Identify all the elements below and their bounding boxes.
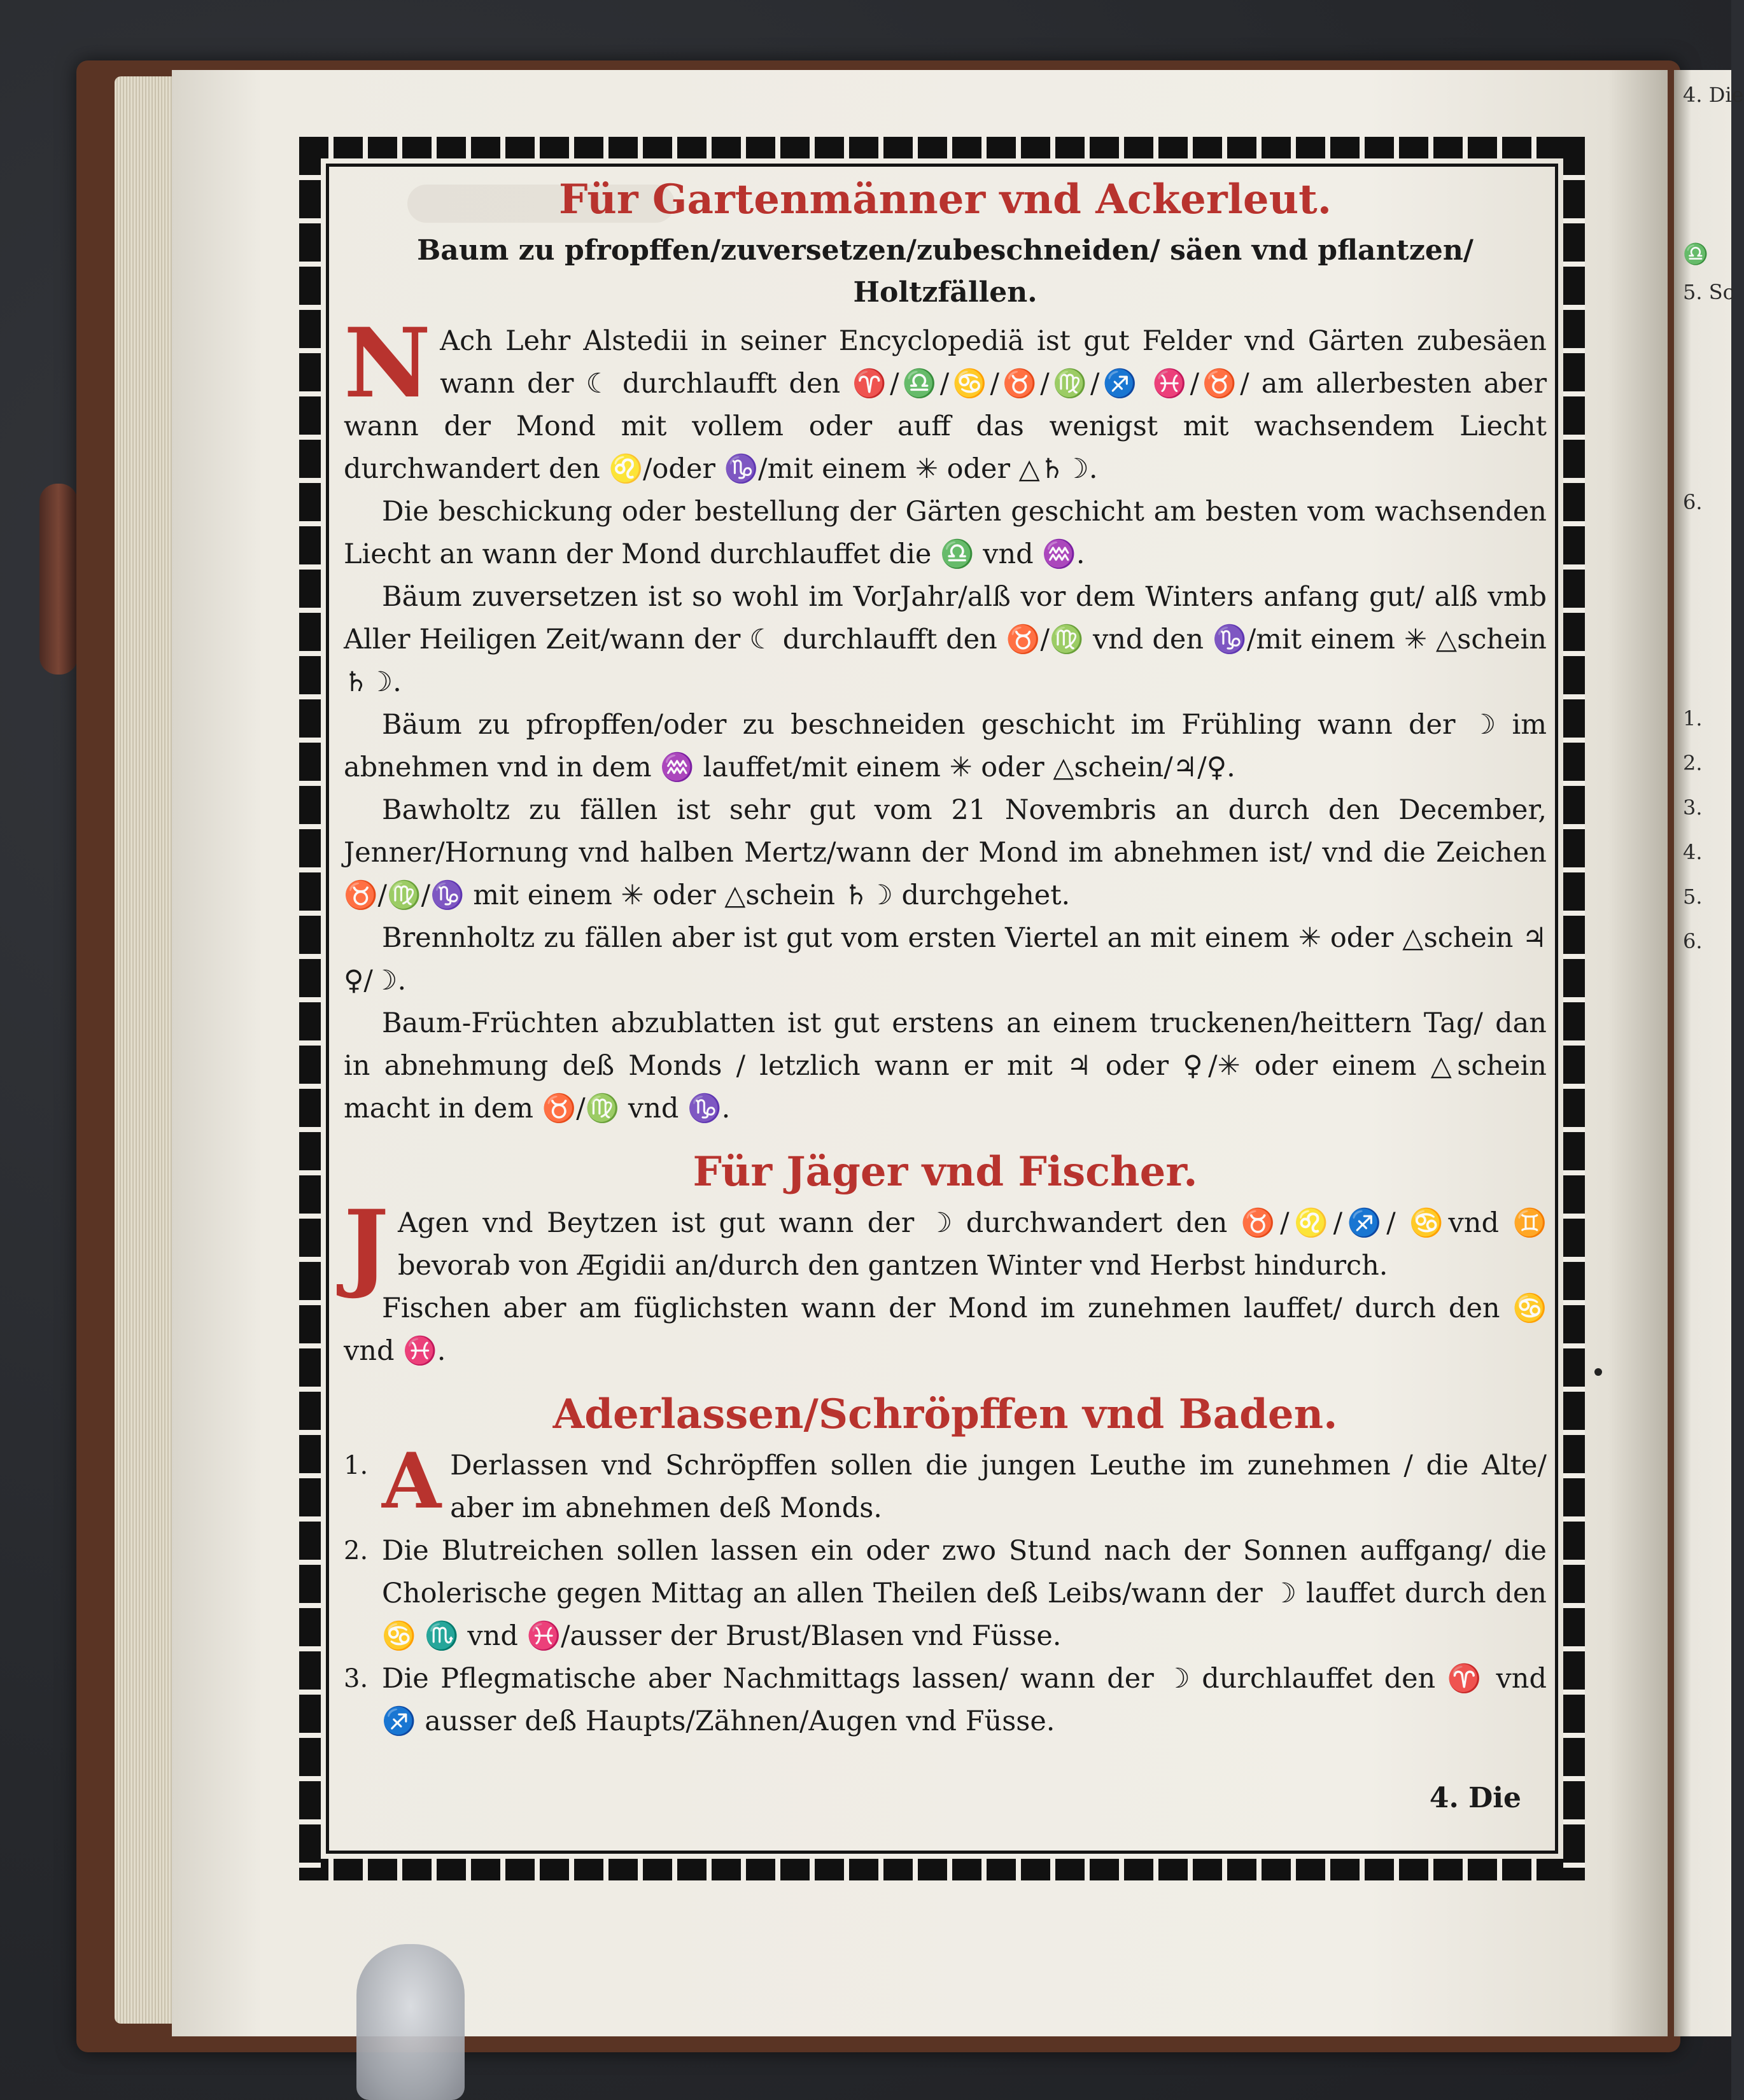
paragraph: Bawholtz zu fällen ist sehr gut vom 21 Novembris an durch den December, Jenner/Hornung vnd halben Mertz/wann der Mond im abnehmen ist/ vnd die Zeichen ♉/♍/♑ mit einem ✳ oder △schein ♄☽ durchgehet. [344, 794, 1547, 911]
paragraph-text: Agen vnd Beytzen ist gut wann der ☽ durchwandert den ♉/♌/♐/ ♋vnd ♊ bevorab von Ægidii an/durch den gantzen Winter vnd Herbst hindurch. [397, 1207, 1547, 1282]
dropcap-n: N [344, 307, 432, 419]
item-number: 2. [344, 1536, 369, 1565]
paragraph [344, 1189, 1547, 1301]
section-title-hunters: Für Jäger vnd Fischer. [693, 1148, 1198, 1196]
item-text: Die Blutreichen sollen lassen ein oder zwo Stund nach der Sonnen auffgang/ die Cholerische gegen Mittag an allen Theilen deß Leibs/wann der ☽ lauffet durch den ♋ ♏ vnd ♓/ausser der Brust/Blasen vnd Füsse. [382, 1535, 1547, 1652]
paragraph [344, 307, 1547, 491]
right-page-text: 3. [1683, 795, 1703, 820]
right-page-text: 2. [1683, 751, 1703, 775]
numbered-item [344, 1530, 1547, 1658]
numbered-item [344, 1658, 1547, 1743]
numbered-item [344, 1436, 1547, 1530]
border-left [299, 137, 321, 1880]
dropcap-a: A [382, 1436, 442, 1526]
paragraph-text: Ach Lehr Alstedii in seiner Encyclopediä ist gut Felder vnd Gärten zubesäen wann der ☾ durchlaufft den ♈/♎/♋/♉/♍/♐ ♓/♉/ am allerbesten aber wann der Mond mit vollem oder auff das wenigst mit wachsendem Liecht durchwandert den ♌/oder ♑/mit einem ✳ oder △♄☽. [344, 325, 1547, 485]
item-text: Derlassen vnd Schröpffen sollen die jungen Leuthe im zunehmen / die Alte/ aber im abnehmen deß Monds. [450, 1450, 1547, 1524]
right-page-text: 5. [1683, 885, 1703, 909]
right-page-text: 4. [1683, 840, 1703, 864]
item-number: 1. [344, 1451, 369, 1480]
page-content [344, 172, 1547, 1814]
section-title-bloodletting: Aderlassen/Schröpffen vnd Baden. [552, 1390, 1338, 1438]
paragraph: Bäum zu pfropffen/oder zu beschneiden geschicht im Frühling wann der ☽ im abnehmen vnd in dem ♒ lauffet/mit einem ✳ oder △schein/♃/♀. [344, 709, 1547, 783]
paragraph: Fischen aber am füglichsten wann der Mond im zunehmen lauffet/ durch den ♋ vnd ♓. [344, 1292, 1547, 1367]
catchword: 4. Die [1429, 1782, 1521, 1814]
section-title-gardeners: Für Gartenmänner vnd Ackerleut. [558, 176, 1332, 223]
right-page-text: 5. Sc [1683, 280, 1734, 304]
border-right [1563, 137, 1585, 1880]
right-page-text: 4. Die [1683, 83, 1744, 107]
right-page-text: ♎ [1683, 242, 1708, 266]
item-number: 3. [344, 1664, 369, 1693]
right-page-edge [1674, 70, 1744, 2036]
ink-dot [1594, 1368, 1602, 1376]
right-page-text: 6. [1683, 929, 1703, 953]
item-text: Die Pflegmatische aber Nachmittags lassen/ wann der ☽ durchlauffet den ♈ vnd ♐ ausser deß Haupts/Zähnen/Augen vnd Füsse. [382, 1663, 1547, 1737]
thumb-holding-page [356, 1944, 465, 2100]
paragraph: Bäum zuversetzen ist so wohl im VorJahr/alß vor dem Winters anfang gut/ alß vmb Aller Heiligen Zeit/wann der ☾ durchlaufft den ♉/♍ vnd den ♑/mit einem ✳ △schein ♄☽. [344, 581, 1547, 698]
right-page-text: 6. [1683, 490, 1703, 514]
dropcap-j: J [344, 1189, 389, 1301]
section-subtitle: Baum zu pfropffen/zuversetzen/zubeschneiden/ säen vnd pflantzen/ Holtzfällen. [417, 234, 1473, 309]
paragraph: Brennholtz zu fällen aber ist gut vom ersten Viertel an mit einem ✳ oder △schein ♃ ♀/☽. [344, 922, 1547, 997]
paragraph: Baum-Früchten abzublatten ist gut erstens an einem truckenen/heittern Tag/ dan in abnehmung deß Monds / letzlich wann er mit ♃ oder ♀/✳ oder einem △schein macht in dem ♉/♍ vnd ♑. [344, 1007, 1547, 1124]
right-page-text: 1. [1683, 706, 1703, 731]
paragraph: Die beschickung oder bestellung der Gärten geschicht am besten vom wachsenden Liecht an wann der Mond durchlauffet die ♎ vnd ♒. [344, 496, 1547, 570]
bookmark-ribbon [39, 484, 78, 675]
